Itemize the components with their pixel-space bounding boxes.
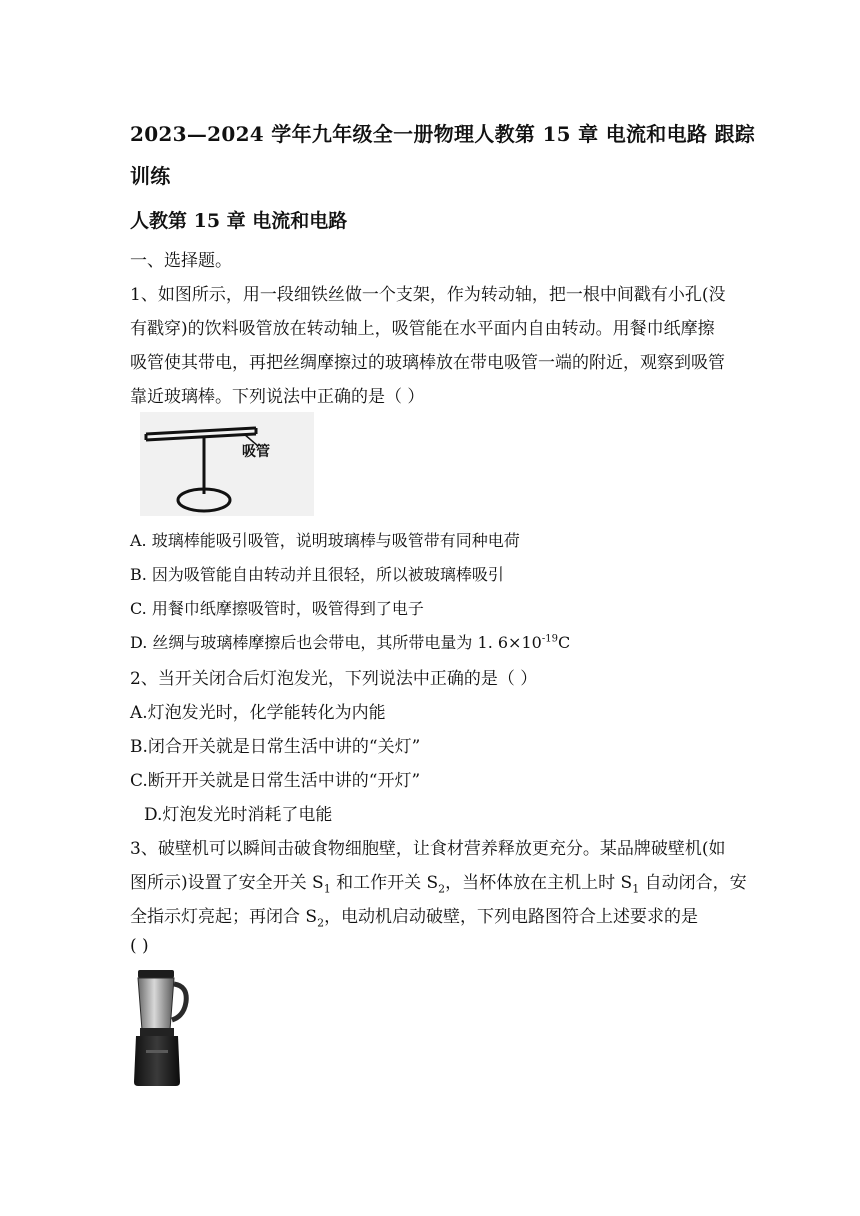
document-title: 2023—2024 学年九年级全一册物理人教第 15 章 电流和电路 跟踪 <box>130 122 756 146</box>
q1-option-d <box>130 630 570 653</box>
q2-option-a: A.灯泡发光时，化学能转化为内能 <box>130 703 386 723</box>
blender-figure <box>126 966 192 1088</box>
blender-panel <box>146 1050 168 1053</box>
chapter-heading: 人教第 15 章 电流和电路 <box>130 210 348 232</box>
q2-option-c: C.断开开关就是日常生活中讲的“开灯” <box>130 771 421 791</box>
q1-stem-line3: 吸管使其带电，再把丝绸摩擦过的玻璃棒放在带电吸管一端的附近，观察到吸管 <box>130 353 725 373</box>
q1-stem-line4: 靠近玻璃棒。下列说法中正确的是（ ） <box>130 387 425 407</box>
q3-text-part: ，当杯体放在主机上时 S <box>445 873 633 893</box>
q3-stem-line3 <box>130 902 698 929</box>
q3-answer-blank: ( ) <box>130 936 149 956</box>
q2-stem: 2、当开关闭合后灯泡发光，下列说法中正确的是（ ） <box>130 669 538 689</box>
q2-option-b: B.闭合开关就是日常生活中讲的“关灯” <box>130 737 421 757</box>
q1-stem-line1: 1、如图所示，用一段细铁丝做一个支架，作为转动轴，把一根中间戳有小孔(没 <box>130 285 726 305</box>
q3-stem-line1: 3、破壁机可以瞬间击破食物细胞壁，让食材营养释放更充分。某品牌破壁机(如 <box>130 839 726 859</box>
blender-handle <box>172 984 186 1020</box>
q1-option-d-unit: C <box>557 633 571 652</box>
q1-option-b: B. 因为吸管能自由转动并且很轻，所以被玻璃棒吸引 <box>130 565 504 584</box>
q3-subscript: 2 <box>317 916 325 930</box>
section-heading: 一、选择题。 <box>130 251 232 271</box>
q3-subscript: 2 <box>438 882 446 896</box>
q3-stem-line2 <box>130 868 747 895</box>
q1-option-a: A. 玻璃棒能吸引吸管，说明玻璃棒与吸管带有同种电荷 <box>130 531 520 550</box>
q1-option-c: C. 用餐巾纸摩擦吸管时，吸管得到了电子 <box>130 599 424 618</box>
q3-subscript: 1 <box>632 882 640 896</box>
blender-collar <box>140 1028 174 1036</box>
q1-option-d-text: D. 丝绸与玻璃棒摩擦后也会带电，其所带电量为 1. 6×10 <box>130 633 542 652</box>
q3-text-part: 图所示)设置了安全开关 S <box>130 873 324 893</box>
straw-label: 吸管 <box>242 444 270 460</box>
straw-stand-figure <box>140 412 314 516</box>
blender-base <box>134 1036 180 1086</box>
q2-option-d: D.灯泡发光时消耗了电能 <box>144 805 333 825</box>
q3-text-part: 和工作开关 S <box>330 873 439 893</box>
q1-stem-line2: 有戳穿)的饮料吸管放在转动轴上，吸管能在水平面内自由转动。用餐巾纸摩擦 <box>130 319 715 339</box>
q3-text-part: ，电动机启动破壁，下列电路图符合上述要求的是 <box>324 907 699 927</box>
q1-option-d-exponent: -19 <box>541 633 558 645</box>
q3-text-part: 全指示灯亮起；再闭合 S <box>130 907 318 927</box>
q3-subscript: 1 <box>323 882 331 896</box>
q3-text-part: 自动闭合，安 <box>639 873 747 893</box>
document-title-continued: 训练 <box>130 164 171 188</box>
blender-jar <box>138 978 174 1030</box>
blender-lid <box>138 970 174 978</box>
